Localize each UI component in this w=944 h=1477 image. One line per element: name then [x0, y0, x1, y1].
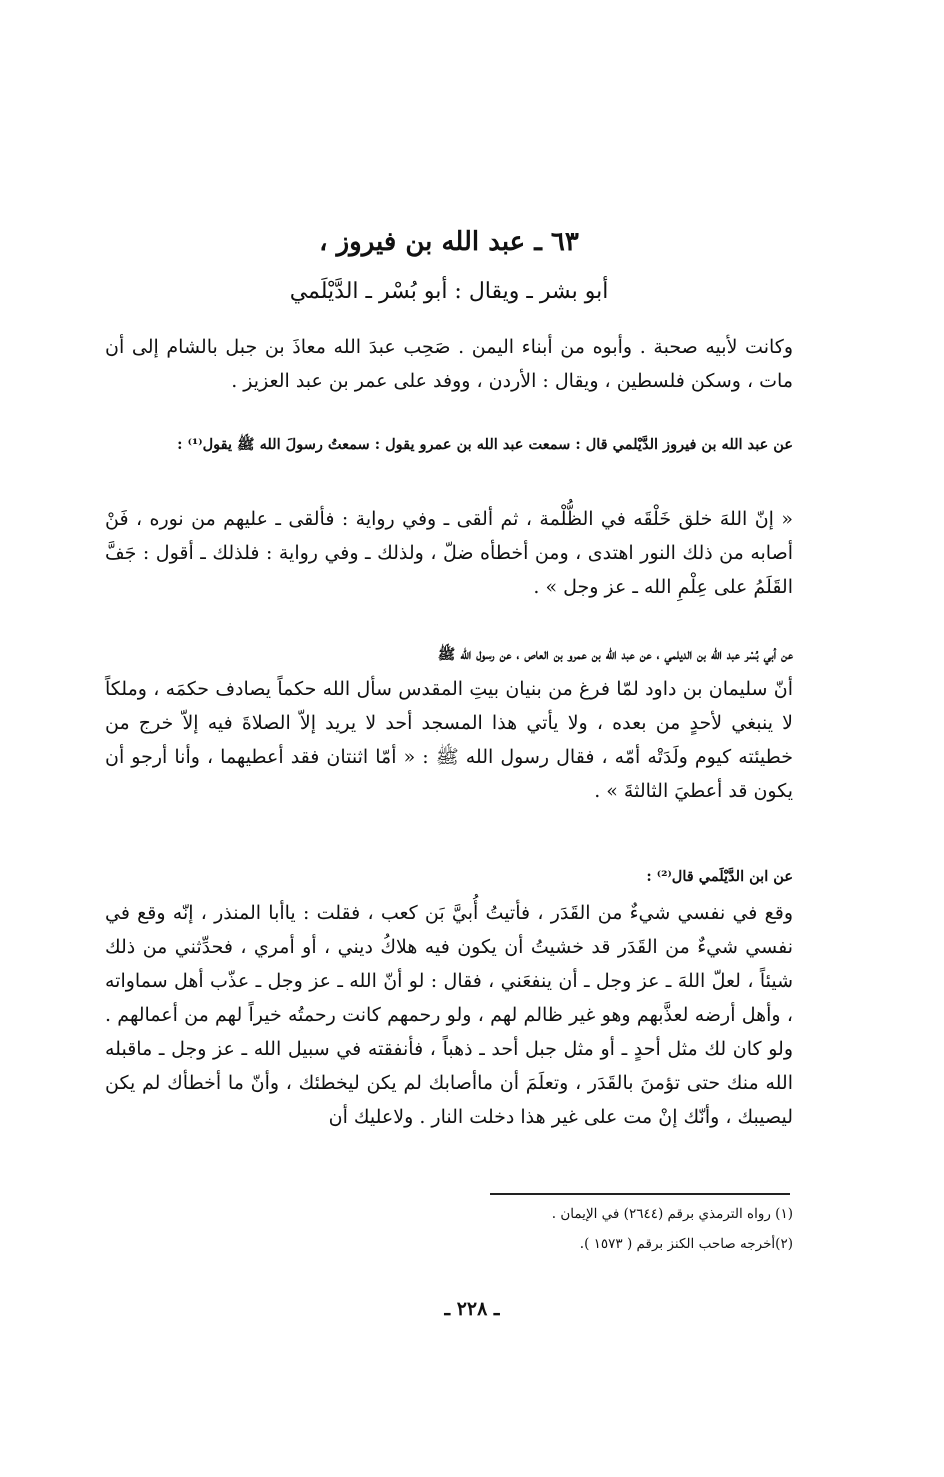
entry-subtitle: أبو بشر ـ ويقال : أبو بُسْر ـ الدَّيْلَمي [289, 279, 609, 304]
hadith-3-isnad: عن ابن الدَّيْلَمي قال⁽²⁾ : [646, 868, 793, 885]
page-number: ـ ٢٢٨ ـ [444, 1298, 500, 1320]
biography-paragraph: وكانت لأبيه صحبة . وأبوه من أبناء اليمن . صَحِب عبدَ الله معاذَ بن جبل بالشام إلى أن مات ، وسكن فلسطين ، ويقال : الأردن ، ووفد على عمر بن عبد العزيز . [105, 336, 793, 392]
hadith-1-matn: « إنّ اللهَ خلق خَلْقَه في الظُّلْمة ، ثم ألقى ـ وفي رواية : فألقى ـ عليهم من نوره ، فَنْ أصابه من ذلك النور اهتدى ، ومن أخطأه ضلّ ، ولذلك ـ وفي رواية : فلذلك ـ أقول : جَفَّ القَلَمُ على عِلْمِ الله ـ عز وجل » . [105, 508, 793, 598]
hadith-1-isnad: عن عبد الله بن فيروز الدَّيْلمي قال : سمعت عبد الله بن عمرو يقول : سمعتُ رسولَ الله ﷺ يقول⁽¹⁾ : [177, 436, 793, 453]
hadith-2-isnad: عن أبي بُسْر عبد الله بن الديلمي ، عن عبد الله بن عمرو بن العاص ، عن رسول الله ﷺ [437, 646, 793, 663]
footnote-1: (١) رواه الترمذي برقم (٢٦٤٤) في الإيمان . [551, 1206, 793, 1222]
footnote-2: (٢)أخرجه صاحب الكنز برقم ( ١٥٧٣ ). [579, 1236, 793, 1252]
footnote-divider [490, 1193, 790, 1195]
entry-title: ٦٣ ـ عبد الله بن فيروز ، [319, 227, 579, 257]
hadith-3-matn: وقع في نفسي شيءٌ من القَدَر ، فأتيتُ أُبيَّ بَن كعب ، فقلت : ياأبا المنذر ، إنّه وقع في نفسي شيءٌ من القَدَر قد خشيتُ أن يكون فيه هلاكُ ديني ، أو أمري ، فحدِّثني من ذلك شيئاً ، لعلّ اللهَ ـ عز وجل ـ أن ينفعَني ، فقال : لو أنّ الله ـ عز وجل ـ عذّب أهل سماواته ، وأهل أرضه لعذَّبهم وهو غير ظالم لهم ، ولو رحمهم كانت رحمتُه خيراً لهم من أعمالهم . ولو كان لك مثل أحدٍ ـ أو مثل جبل أحد ـ ذهباً ، فأنفقته في سبيل الله ـ عز وجل ـ ماقبله الله منك حتى تؤمنَ بالقَدَر ، وتعلَمَ أن ماأصابك لم يكن ليخطئك ، وأنّ ما أخطأك لم يكن ليصيبك ، وأنّك إنْ مت على غير هذا دخلت النار . ولاعليك أن [105, 902, 793, 1128]
hadith-2-matn: أنّ سليمان بن داود لمّا فرغ من بنيان بيتِ المقدس سأل الله حكماً يصادف حكمَه ، وملكاً لا ينبغي لأحدٍ من بعده ، ولا يأتي هذا المسجد أحد لا يريد إلاّ الصلاةَ فيه إلاّ خرج من خطيئته كيوم ولَدَتْه أمّه ، فقال رسول الله ﷺ : « أمّا اثنتان فقد أعطيهما ، وأنا أرجو أن يكون قد أعطيَ الثالثةَ » . [105, 678, 793, 802]
